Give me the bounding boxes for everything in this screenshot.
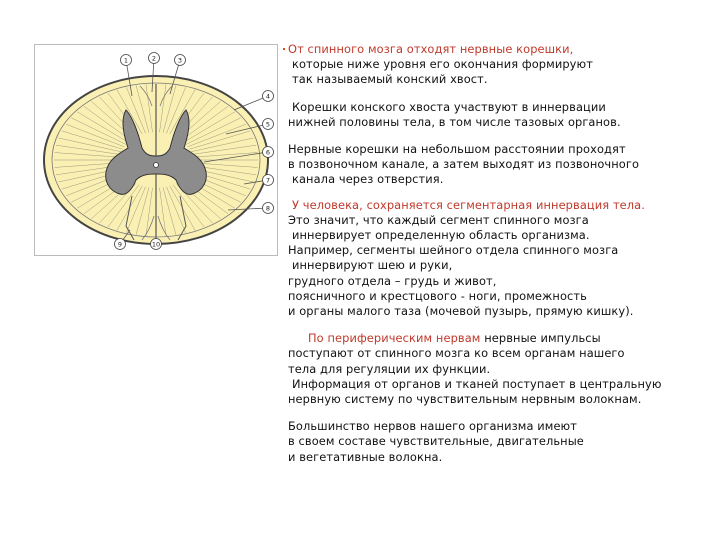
spinal-cord-cross-section-figure xyxy=(34,44,278,256)
callout-number: 4 xyxy=(265,92,271,101)
paragraph-vertebral-canal xyxy=(288,142,716,188)
highlighted-phrase: По периферическим нервам xyxy=(308,331,481,346)
central-canal xyxy=(154,163,159,168)
bullet-dot xyxy=(283,48,285,50)
text-line: так называемый конский хвост. xyxy=(292,72,488,87)
callout-number: 8 xyxy=(265,204,271,213)
callout-number: 2 xyxy=(151,54,157,63)
text-line: От спинного мозга отходят нервные корешки, xyxy=(288,42,574,56)
text-line: грудного отдела – грудь и живот, xyxy=(288,273,497,288)
text-line: Нервные корешки на небольшом расстоянии проходят xyxy=(288,142,626,157)
text-line: иннервируют шею и руки, xyxy=(292,258,453,273)
paragraph-peripheral-nerves xyxy=(288,331,716,407)
text-line xyxy=(288,331,716,346)
text-line: поясничного и крестцового - ноги, промежность xyxy=(288,288,587,303)
text-line: Это значит, что каждый сегмент спинного мозга xyxy=(288,212,589,227)
paragraph-nerve-fibers xyxy=(288,419,716,465)
text-line: нервную систему по чувствительным нервным волокнам. xyxy=(288,392,642,407)
callout-number: 9 xyxy=(117,240,123,249)
paragraph-cauda-equina xyxy=(288,100,716,130)
callout-number: 5 xyxy=(265,120,271,129)
paragraph-segmental-innervation xyxy=(288,198,716,320)
callout-number: 10 xyxy=(151,240,161,249)
text-line: в своем составе чувствительные, двигательные xyxy=(288,434,584,449)
callout-number: 7 xyxy=(265,176,271,185)
callout-number: 3 xyxy=(177,56,183,65)
text-line: тела для регуляции их функции. xyxy=(288,361,491,376)
text-line: Например, сегменты шейного отдела спинного мозга xyxy=(288,243,619,258)
text-line: и органы малого таза (мочевой пузырь, прямую кишку). xyxy=(288,304,634,319)
text-line: канала через отверстия. xyxy=(292,172,444,187)
text-line: Корешки конского хвоста участвуют в иннервации xyxy=(292,99,606,114)
text-line: и вегетативные волокна. xyxy=(288,449,443,464)
text-line: в позвоночном канале, а затем выходят из позвоночного xyxy=(288,157,640,172)
callout-number: 6 xyxy=(265,148,271,157)
text-line: нижней половины тела, в том числе тазовых органов. xyxy=(288,114,621,129)
paragraph-roots xyxy=(288,42,716,88)
text-line: которые ниже уровня его окончания формируют xyxy=(292,57,593,72)
text-line: Информация от органов и тканей поступает в центральную xyxy=(292,376,662,391)
callout-number: 1 xyxy=(123,56,129,65)
text-line: иннервирует определенную область организма. xyxy=(292,228,590,243)
text-line: поступают от спинного мозга ко всем органам нашего xyxy=(288,346,625,361)
text-fragment: нервные импульсы xyxy=(480,331,601,346)
text-column xyxy=(288,42,716,465)
text-line: Большинство нервов нашего организма имеют xyxy=(288,419,577,434)
text-line: У человека, сохраняется сегментарная иннервация тела. xyxy=(292,197,645,212)
